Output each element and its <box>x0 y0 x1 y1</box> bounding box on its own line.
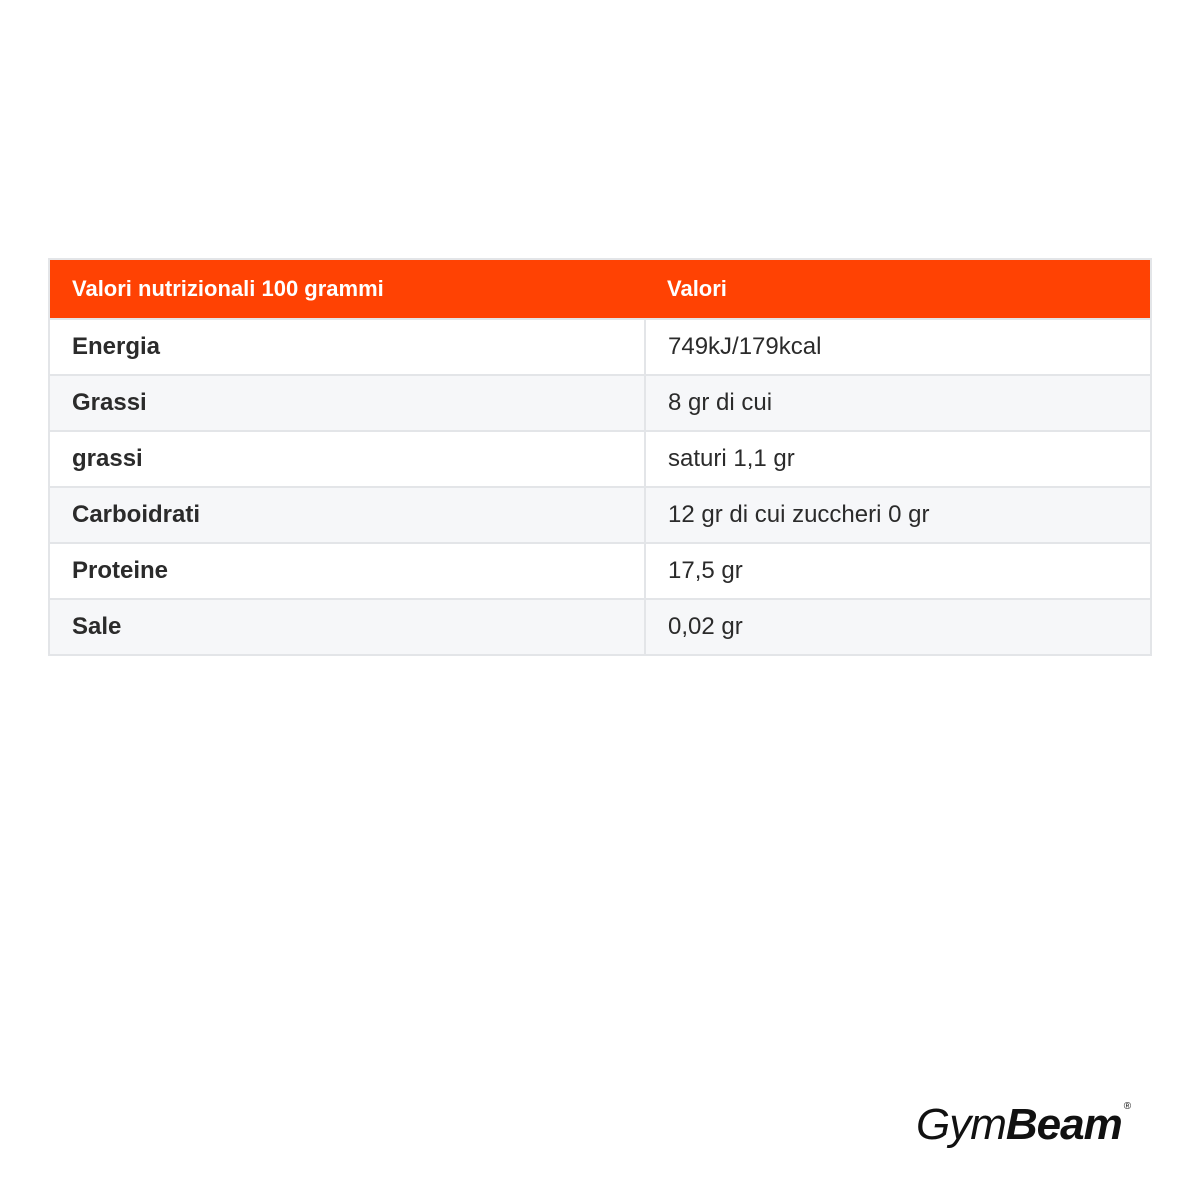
row-label: Sale <box>49 599 645 655</box>
row-label: Carboidrati <box>49 487 645 543</box>
registered-mark: ® <box>1123 1101 1131 1112</box>
gymbeam-logo <box>916 1100 1130 1152</box>
logo-part-gym: Gym <box>916 1100 1006 1149</box>
row-label: Grassi <box>49 375 645 431</box>
table-row <box>49 543 1151 599</box>
row-value: 17,5 gr <box>645 543 1151 599</box>
row-label: Proteine <box>49 543 645 599</box>
row-label: grassi <box>49 431 645 487</box>
table-row <box>49 375 1151 431</box>
row-value: 8 gr di cui <box>645 375 1151 431</box>
table-row <box>49 431 1151 487</box>
table-row <box>49 487 1151 543</box>
row-label: Energia <box>49 319 645 375</box>
header-label: Valori nutrizionali 100 grammi <box>49 259 645 319</box>
header-value: Valori <box>645 259 1151 319</box>
row-value: 749kJ/179kcal <box>645 319 1151 375</box>
nutrition-table <box>48 258 1152 656</box>
table-header-row <box>49 259 1151 319</box>
row-value: 0,02 gr <box>645 599 1151 655</box>
row-value: saturi 1,1 gr <box>645 431 1151 487</box>
table-row <box>49 599 1151 655</box>
table-row <box>49 319 1151 375</box>
logo-part-beam: Beam <box>1005 1100 1122 1149</box>
row-value: 12 gr di cui zuccheri 0 gr <box>645 487 1151 543</box>
